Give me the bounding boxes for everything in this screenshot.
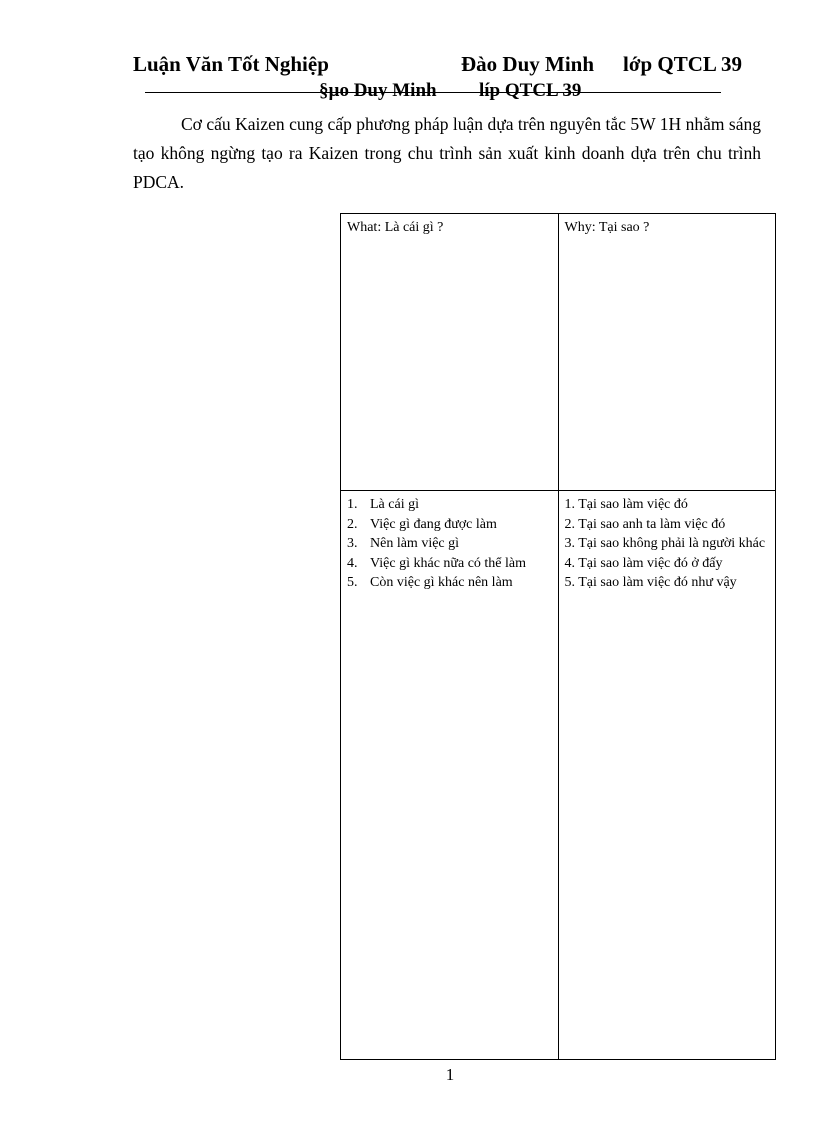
- why-items-cell: [558, 491, 776, 1060]
- what-items-cell: [341, 491, 559, 1060]
- list-item: [347, 534, 552, 554]
- list-item: 2. Tại sao anh ta làm việc đó: [564, 516, 726, 532]
- table-header-row: [341, 214, 776, 491]
- list-item: [347, 495, 552, 515]
- header-line2-class: líp QTCL 39: [479, 80, 582, 101]
- list-item-text: Còn việc gì khác nên làm: [370, 575, 513, 590]
- intro-paragraph: Cơ cấu Kaizen cung cấp phương pháp luận dựa trên nguyên tắc 5W 1H nhằm sáng tạo không ngừng tạo ra Kaizen trong chu trình sản xuất kinh doanh dựa trên chu trình PDCA.: [133, 114, 761, 192]
- header-line2-author: §µo Duy Minh: [319, 80, 437, 101]
- why-list: [565, 495, 770, 593]
- author-name: Đào Duy Minh: [461, 52, 595, 76]
- list-item: [347, 573, 552, 593]
- list-item: 1. Tại sao làm việc đó: [564, 497, 688, 512]
- page-header: [133, 52, 753, 80]
- list-item-number: 1.: [347, 497, 358, 512]
- list-item-text: Là cái gì: [370, 497, 419, 512]
- why-header-cell: [558, 214, 776, 491]
- page-number: 1: [445, 1065, 455, 1084]
- list-item-number: 3.: [347, 536, 358, 551]
- list-item-number: 2.: [347, 516, 358, 532]
- list-item-number: 5.: [347, 575, 358, 590]
- what-list: [347, 495, 552, 593]
- list-item: 5. Tại sao làm việc đó như vậy: [564, 575, 737, 590]
- list-item-text: Việc gì khác nữa có thể làm: [370, 555, 527, 571]
- list-item: 4. Tại sao làm việc đó ở đấy: [564, 555, 723, 571]
- list-item-text: Nên làm việc gì: [370, 536, 460, 551]
- header-underline: [145, 80, 721, 104]
- table-body-row: [341, 491, 776, 1060]
- list-item-number: 4.: [347, 555, 358, 571]
- list-item: 3. Tại sao không phải là người khác: [564, 536, 766, 551]
- list-item: [347, 554, 552, 574]
- class-name: lớp QTCL 39: [623, 52, 742, 76]
- list-item: [347, 515, 552, 535]
- document-title: Luận Văn Tốt Nghiệp: [133, 52, 329, 76]
- what-header-cell: [341, 214, 559, 491]
- 5w1h-table: [340, 213, 776, 1060]
- list-item-text: Việc gì đang được làm: [370, 516, 497, 532]
- why-header: Why: Tại sao ?: [564, 220, 650, 235]
- what-header: What: Là cái gì ?: [347, 220, 444, 235]
